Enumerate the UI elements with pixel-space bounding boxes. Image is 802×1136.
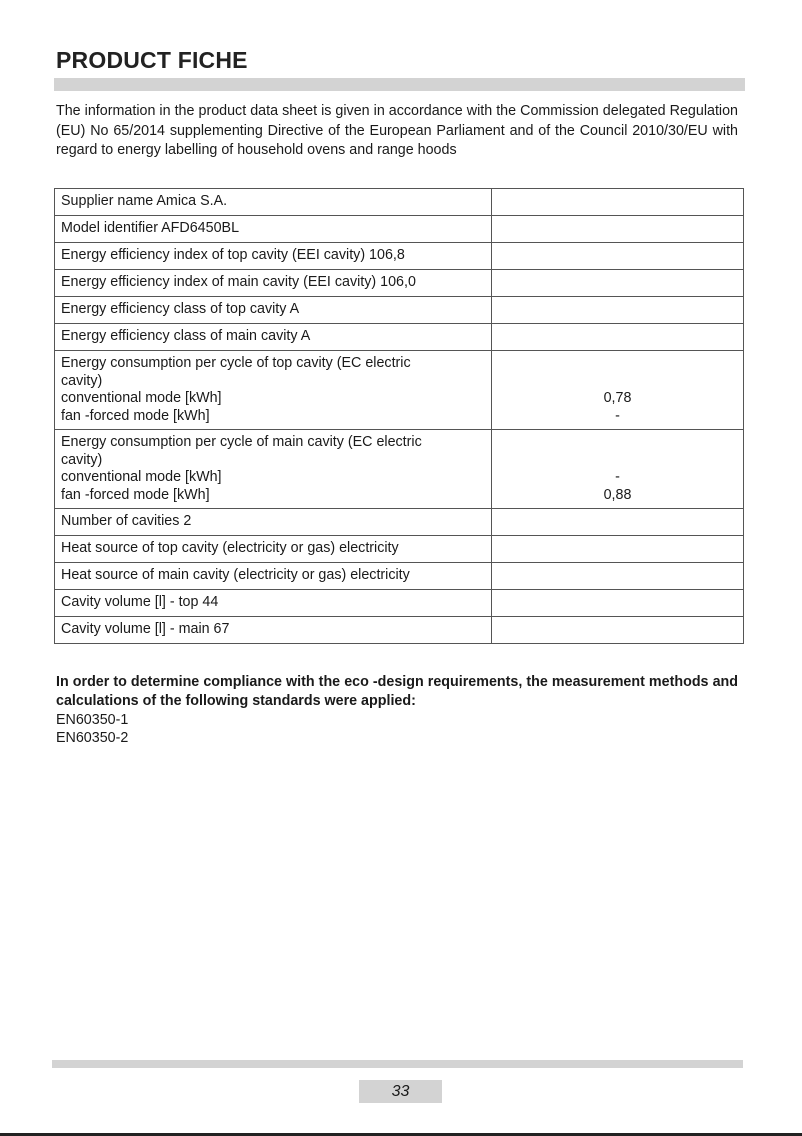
standards-list [56, 711, 128, 747]
row-value [492, 430, 744, 509]
row-value [492, 324, 744, 351]
conventional-mode-value: 0,78 [603, 390, 632, 406]
label-line: Energy consumption per cycle of top cavity (EC electric [61, 355, 411, 371]
label-line: Energy consumption per cycle of main cavity (EC electric [61, 434, 422, 450]
compliance-statement: In order to determine compliance with the eco -design requirements, the measurement methods and calculations of the following standards were applied: [56, 674, 738, 709]
product-fiche-table [54, 188, 744, 644]
standard-item: EN60350-1 [56, 712, 129, 728]
table-row [55, 189, 744, 216]
row-label: Model identifier AFD6450BL [55, 216, 492, 243]
row-value [492, 351, 744, 430]
row-value [492, 270, 744, 297]
row-label [55, 430, 492, 509]
table-row [55, 509, 744, 536]
row-value [492, 189, 744, 216]
row-value [492, 536, 744, 563]
table-row [55, 324, 744, 351]
intro-paragraph: The information in the product data sheet is given in accordance with the Commission delegated Regulation (EU) No 65/2014 supplementing Directive of the European Parliament and of the Council 2010/30/EU with regard to energy labelling of household ovens and range hoods [56, 103, 738, 158]
row-value [492, 590, 744, 617]
row-value [492, 243, 744, 270]
label-line: conventional mode [kWh] [61, 469, 222, 485]
row-value [492, 563, 744, 590]
table-row [55, 590, 744, 617]
row-label: Energy efficiency index of main cavity (EEI cavity) 106,0 [55, 270, 492, 297]
row-label: Energy efficiency index of top cavity (EEI cavity) 106,8 [55, 243, 492, 270]
fan-forced-mode-value: 0,88 [603, 486, 632, 503]
table-row [55, 617, 744, 644]
table-row [55, 297, 744, 324]
row-label: Cavity volume [l] - top 44 [55, 590, 492, 617]
label-line: conventional mode [kWh] [61, 390, 222, 406]
fan-forced-mode-value: - [615, 407, 620, 424]
label-line: fan -forced mode [kWh] [61, 407, 210, 424]
row-label: Supplier name Amica S.A. [55, 189, 492, 216]
row-label: Heat source of top cavity (electricity or gas) electricity [55, 536, 492, 563]
row-label: Cavity volume [l] - main 67 [55, 617, 492, 644]
table-row [55, 243, 744, 270]
row-value [492, 617, 744, 644]
row-label: Energy efficiency class of top cavity A [55, 297, 492, 324]
table-row [55, 563, 744, 590]
label-line: fan -forced mode [kWh] [61, 486, 210, 503]
label-line: cavity) [61, 451, 103, 468]
row-label: Number of cavities 2 [55, 509, 492, 536]
table-row-energy-top [55, 351, 744, 430]
page-title: PRODUCT FICHE [56, 47, 248, 73]
table-row [55, 536, 744, 563]
conventional-mode-value: - [615, 469, 620, 485]
row-label [55, 351, 492, 430]
row-label: Heat source of main cavity (electricity or gas) electricity [55, 563, 492, 590]
row-value [492, 509, 744, 536]
standard-item: EN60350-2 [56, 730, 129, 746]
row-value [492, 216, 744, 243]
page-number: 33 [359, 1080, 442, 1103]
table-row [55, 216, 744, 243]
row-value [492, 297, 744, 324]
footer-divider-bar [52, 1060, 743, 1068]
table-row [55, 270, 744, 297]
label-line: cavity) [61, 372, 103, 389]
table-row-energy-main [55, 430, 744, 509]
title-divider-bar [54, 78, 745, 91]
row-label: Energy efficiency class of main cavity A [55, 324, 492, 351]
